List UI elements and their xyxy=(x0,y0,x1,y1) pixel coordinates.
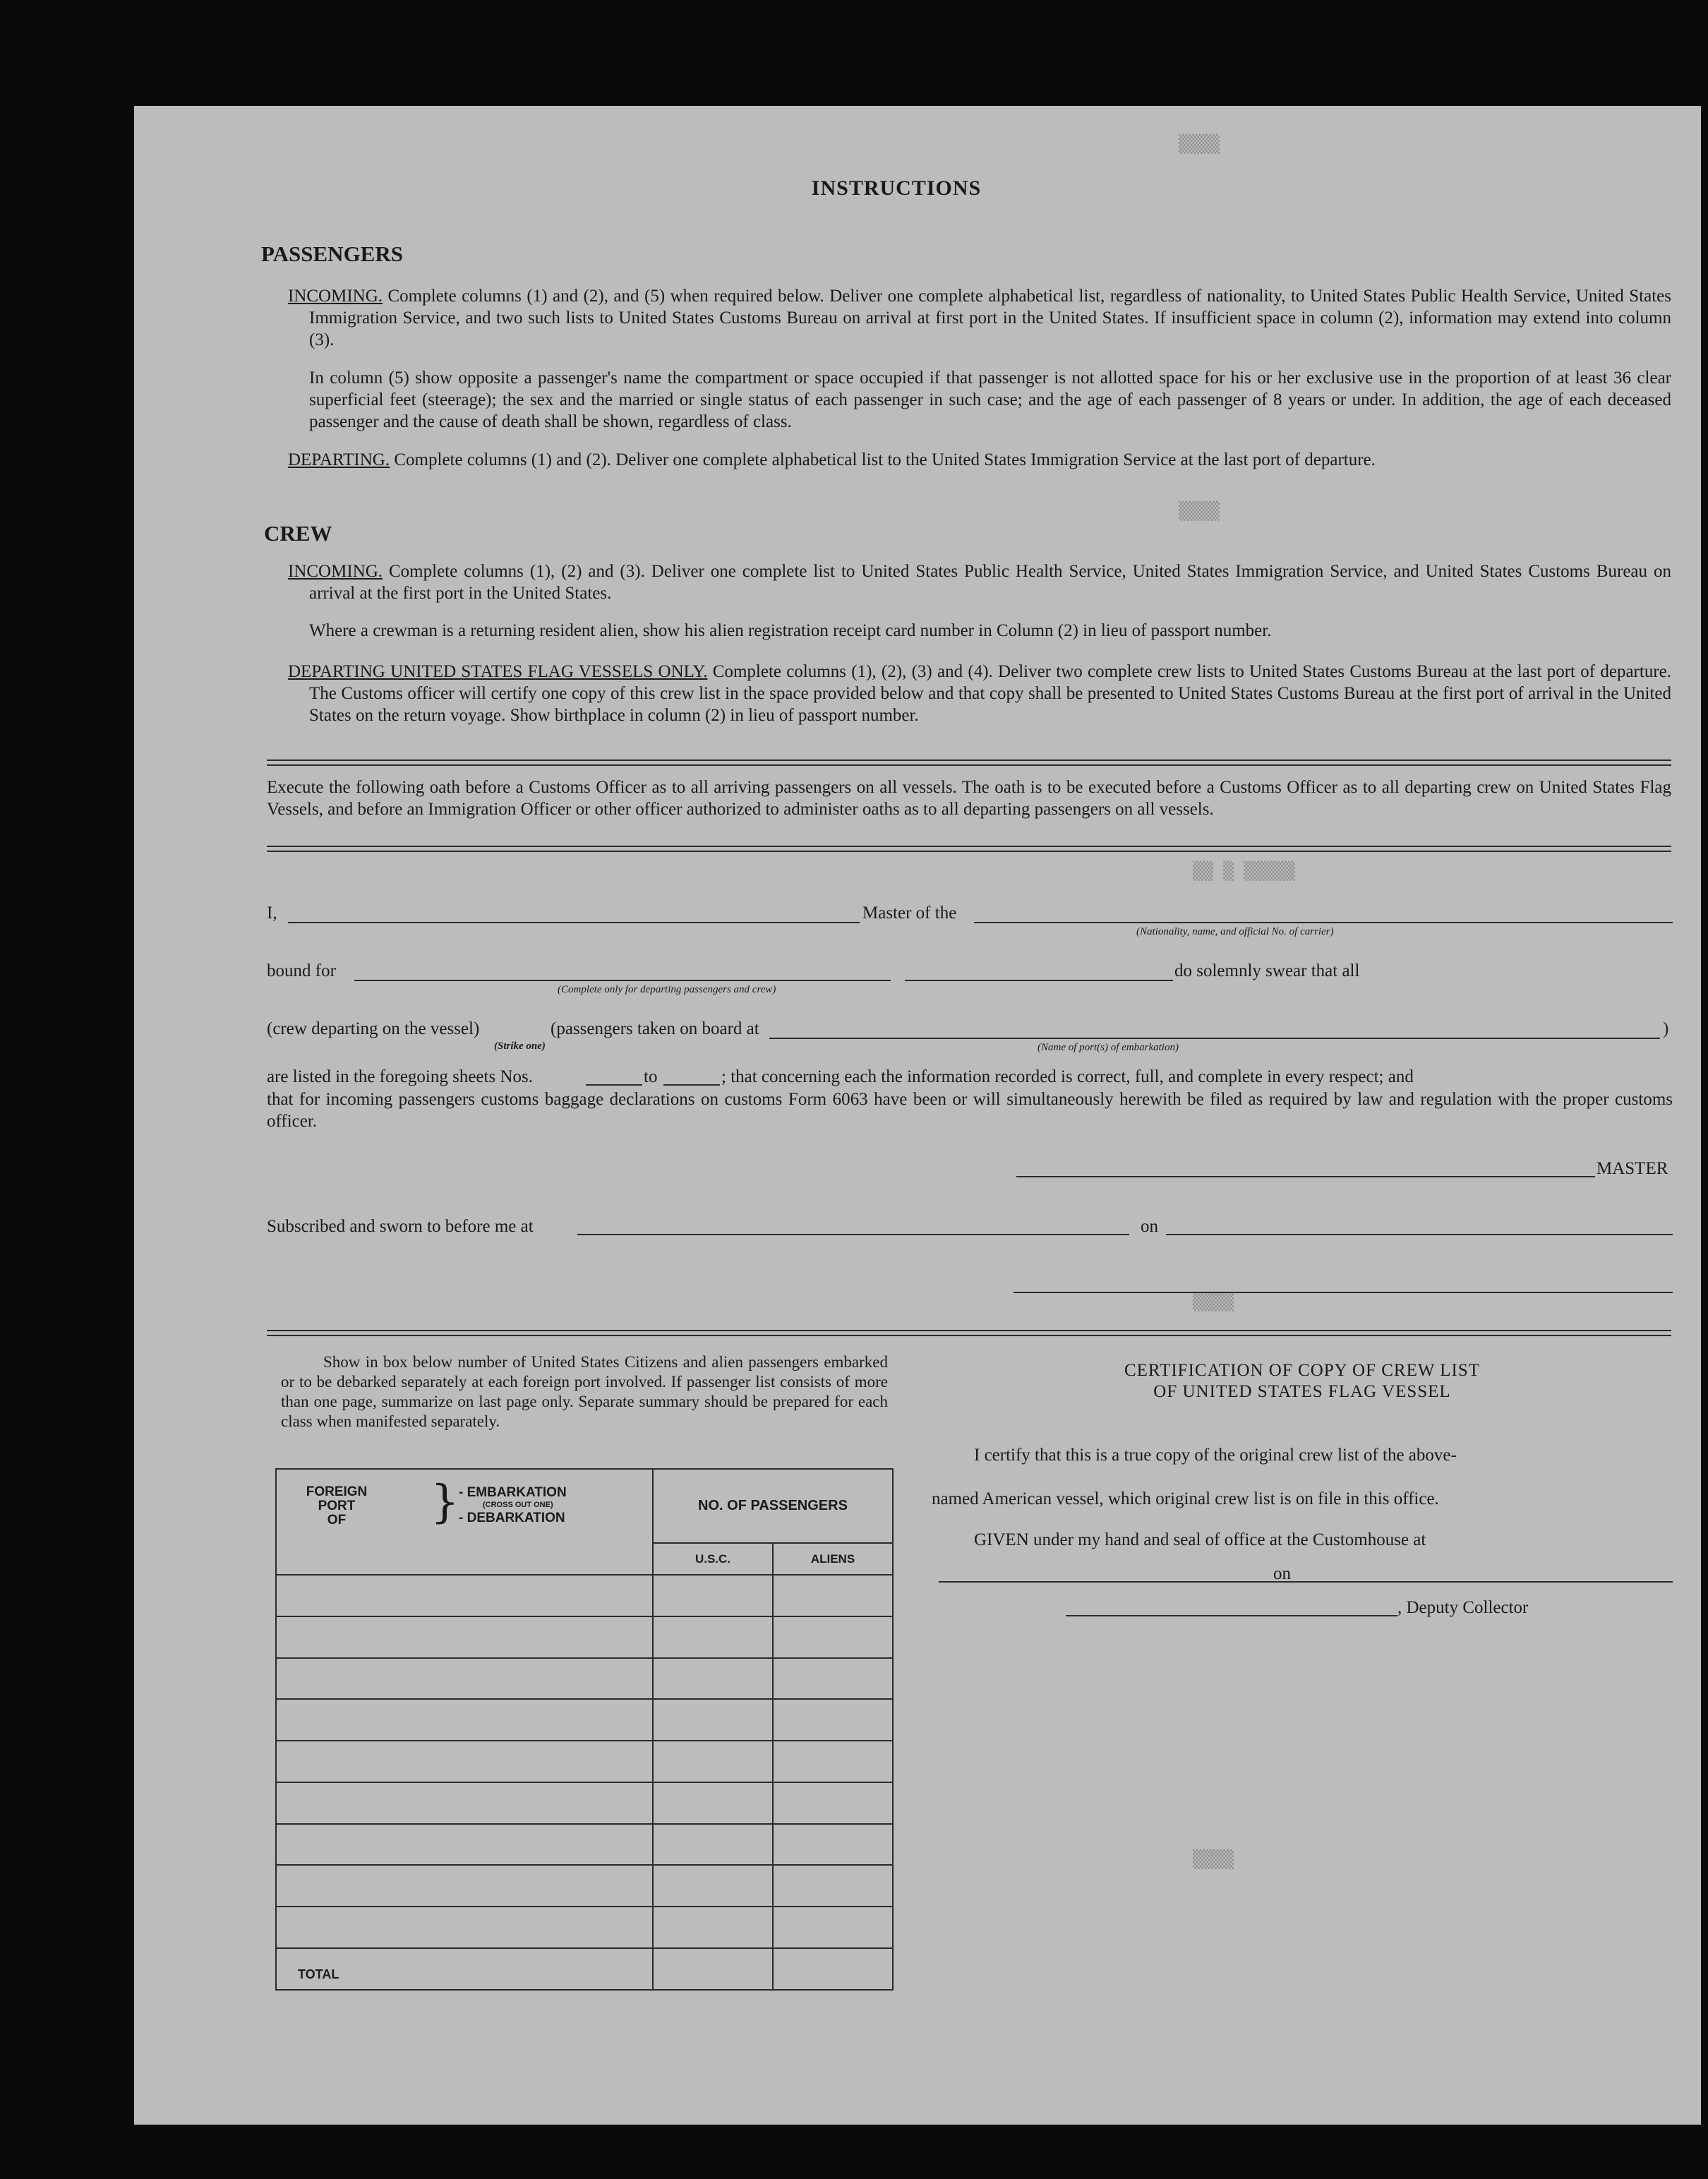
bleed-through-mark: ▒▒▒▒ xyxy=(1179,501,1220,521)
aliens-cell[interactable] xyxy=(773,1782,893,1824)
oath-intro: Execute the following oath before a Customs Officer as to all arriving passengers on all vessels. The oath is to be executed before a Customs Officer as to all departing crew on United States Flag Vessels, and before an Immigration Officer or other officer authorized to administer oaths as to all departing passengers on all vessels. xyxy=(267,778,1671,819)
certification-date-line[interactable] xyxy=(1300,1581,1673,1583)
total-row xyxy=(276,1948,893,1990)
crew-departing-text: Complete columns (1), (2), (3) and (4). Deliver two complete crew lists to United States Customs Bureau at the last port of departure. The Customs officer will certify one copy of this crew list in the space provided below and that copy shall be presented to United States Customs Bureau at the first port of arrival in the United States on the return voyage. Show birthplace in column (2) in lieu of passport number. xyxy=(309,662,1671,725)
bound-for-line[interactable] xyxy=(354,980,891,981)
port-cell[interactable] xyxy=(276,1907,653,1948)
aliens-total-cell[interactable] xyxy=(773,1948,893,1990)
crew-departing-label: DEPARTING UNITED STATES FLAG VESSELS ONLY. xyxy=(288,662,708,681)
port-cell[interactable] xyxy=(276,1865,653,1907)
table-row xyxy=(276,1616,893,1658)
crew-heading: CREW xyxy=(264,521,332,546)
sheet-from-line[interactable] xyxy=(586,1084,642,1086)
passengers-departing-text: Complete columns (1) and (2). Deliver one complete alphabetical list to the United States Immigration Service at the last port of departure. xyxy=(390,450,1376,469)
double-divider xyxy=(267,760,1671,766)
foreign-port-header xyxy=(276,1469,653,1575)
double-divider xyxy=(267,846,1671,852)
port-cell[interactable] xyxy=(276,1824,653,1866)
crew-departing-option: (crew departing on the vessel) xyxy=(267,1019,480,1038)
bound-for-label: bound for xyxy=(267,961,336,980)
aliens-header: ALIENS xyxy=(773,1543,893,1575)
embarkation-port-line[interactable] xyxy=(769,1038,1660,1039)
port-caption: (Name of port(s) of embarkation) xyxy=(1038,1042,1179,1053)
bleed-through-mark: ▒▒▒▒ xyxy=(1179,134,1220,154)
subscribed-date-line[interactable] xyxy=(1166,1234,1673,1235)
passengers-incoming-text: Complete columns (1) and (2), and (5) when required below. Deliver one complete alphabetical list, regardless of nationality, to United States Public Health Service, United States Immigration Service, and two such lists to United States Customs Bureau on arrival at first port in the United States. If insufficient space in column (2), information may extend into column (3). xyxy=(309,287,1671,349)
strike-one-caption: (Strike one) xyxy=(494,1040,546,1052)
double-divider xyxy=(267,1330,1671,1336)
sheet-to-line[interactable] xyxy=(663,1084,720,1086)
aliens-cell[interactable] xyxy=(773,1824,893,1866)
cross-out-caption: (CROSS OUT ONE) xyxy=(483,1501,553,1509)
certify-line-2: named American vessel, which original crew list is on file in this office. xyxy=(932,1489,1439,1508)
master-of-label: Master of the xyxy=(862,904,957,923)
usc-cell[interactable] xyxy=(653,1616,773,1658)
port-cell[interactable] xyxy=(276,1699,653,1741)
listed-statement-rest: that for incoming passengers customs baggage declarations on customs Form 6063 have been or will simultaneously herewith be filed as required by law and regulation with the proper customs officer. xyxy=(267,1090,1673,1131)
bleed-through-mark: ▒▒▒▒ xyxy=(1193,1849,1234,1869)
certification-on-label: on xyxy=(1273,1564,1291,1583)
crew-departing-paragraph xyxy=(288,661,1671,726)
summary-instructions: Show in box below number of United States Citizens and alien passengers embarked or to be debarked separately at each foreign port involved. If passenger list consists of more than one page, summarize on last page only. Separate summary should be prepared for each class when manifested separately. xyxy=(281,1353,888,1430)
aliens-cell[interactable] xyxy=(773,1658,893,1700)
usc-cell[interactable] xyxy=(653,1907,773,1948)
debarkation-label: - DEBARKATION xyxy=(459,1511,565,1525)
deputy-collector-label: , Deputy Collector xyxy=(1397,1598,1529,1617)
passengers-taken-option: (passengers taken on board at xyxy=(551,1019,759,1038)
aliens-cell[interactable] xyxy=(773,1616,893,1658)
usc-total-cell[interactable] xyxy=(653,1948,773,1990)
subscribed-place-line[interactable] xyxy=(577,1234,1129,1235)
passengers-incoming-label: INCOMING. xyxy=(288,287,383,306)
close-paren: ) xyxy=(1663,1019,1669,1038)
aliens-cell[interactable] xyxy=(773,1575,893,1616)
usc-cell[interactable] xyxy=(653,1699,773,1741)
table-row xyxy=(276,1907,893,1948)
aliens-cell[interactable] xyxy=(773,1699,893,1741)
oath-i-label: I, xyxy=(267,904,277,923)
table-row xyxy=(276,1741,893,1782)
foreign-port-label: FOREIGN PORT OF xyxy=(306,1484,368,1527)
crew-incoming-label: INCOMING. xyxy=(288,562,383,581)
master-name-line[interactable] xyxy=(288,922,860,923)
aliens-cell[interactable] xyxy=(773,1741,893,1782)
table-row xyxy=(276,1824,893,1866)
listed-statement: ; that concerning each the information recorded is correct, full, and complete in every respect; and xyxy=(721,1067,1414,1086)
usc-cell[interactable] xyxy=(653,1658,773,1700)
subscribed-label: Subscribed and sworn to before me at xyxy=(267,1217,534,1236)
table-row xyxy=(276,1658,893,1700)
page-title: INSTRUCTIONS xyxy=(811,176,982,200)
certification-heading-2: OF UNITED STATES FLAG VESSEL xyxy=(1153,1382,1451,1401)
bound-for-line-2[interactable] xyxy=(905,980,1173,981)
passengers-column5-paragraph: In column (5) show opposite a passenger's name the compartment or space occupied if that passenger is not allotted space for his or her exclusive use in the proportion of at least 36 clear superficial feet (steerage); the sex and the married or single status of each passenger in such case; and the age of each passenger of 8 years or under. In addition, the age of each deceased passenger and the cause of death shall be shown, regardless of class. xyxy=(309,368,1671,431)
usc-cell[interactable] xyxy=(653,1741,773,1782)
swear-text: do solemnly swear that all xyxy=(1174,961,1360,980)
master-label: MASTER xyxy=(1596,1159,1668,1178)
port-cell[interactable] xyxy=(276,1741,653,1782)
aliens-cell[interactable] xyxy=(773,1907,893,1948)
table-row xyxy=(276,1575,893,1616)
bound-caption: (Complete only for departing passengers and crew) xyxy=(558,984,776,995)
carrier-line[interactable] xyxy=(974,922,1673,923)
crew-incoming-paragraph xyxy=(288,560,1671,604)
table-row xyxy=(276,1699,893,1741)
total-label: TOTAL xyxy=(276,1948,653,1990)
table-row xyxy=(276,1865,893,1907)
port-cell[interactable] xyxy=(276,1575,653,1616)
certification-heading-1: CERTIFICATION OF COPY OF CREW LIST xyxy=(1124,1361,1481,1380)
embarkation-label: - EMBARKATION xyxy=(459,1485,567,1500)
summary-table xyxy=(275,1468,894,1991)
passengers-departing-paragraph xyxy=(288,449,1671,471)
bleed-through-mark: ▒▒ ▒ ▒▒▒▒▒ xyxy=(1193,861,1295,881)
port-cell[interactable] xyxy=(276,1782,653,1824)
no-of-passengers-header: NO. OF PASSENGERS xyxy=(653,1469,893,1543)
deputy-signature-line[interactable] xyxy=(1066,1615,1397,1616)
passengers-departing-label: DEPARTING. xyxy=(288,450,390,469)
listed-to-label: to xyxy=(644,1067,658,1086)
usc-cell[interactable] xyxy=(653,1824,773,1866)
aliens-cell[interactable] xyxy=(773,1865,893,1907)
nationality-caption: (Nationality, name, and official No. of carrier) xyxy=(1136,926,1334,937)
usc-cell[interactable] xyxy=(653,1575,773,1616)
crew-incoming-text: Complete columns (1), (2) and (3). Deliver one complete list to United States Public Health Service, United States Immigration Service, and United States Customs Bureau on arrival at the first port in the United States. xyxy=(309,562,1671,603)
passengers-heading: PASSENGERS xyxy=(261,241,403,266)
port-cell[interactable] xyxy=(276,1616,653,1658)
port-cell[interactable] xyxy=(276,1658,653,1700)
master-signature-line[interactable] xyxy=(1016,1176,1595,1177)
form-page xyxy=(134,106,1701,2125)
officer-signature-line[interactable] xyxy=(1014,1292,1673,1293)
summary-table-header-row xyxy=(276,1469,893,1543)
certify-line-1: I certify that this is a true copy of the original crew list of the above- xyxy=(974,1446,1457,1465)
usc-cell[interactable] xyxy=(653,1865,773,1907)
usc-cell[interactable] xyxy=(653,1782,773,1824)
usc-header: U.S.C. xyxy=(653,1543,773,1575)
crew-alien-paragraph: Where a crewman is a returning resident alien, show his alien registration receipt card number in Column (2) in lieu of passport number. xyxy=(309,621,1272,640)
listed-sheets-label: are listed in the foregoing sheets Nos. xyxy=(267,1067,533,1086)
table-row xyxy=(276,1782,893,1824)
brace-icon: } xyxy=(431,1476,459,1528)
passengers-incoming-paragraph xyxy=(288,285,1671,351)
given-under-hand: GIVEN under my hand and seal of office at the Customhouse at xyxy=(974,1530,1426,1549)
bleed-through-mark: ▒▒▒▒ xyxy=(1193,1292,1234,1311)
subscribed-on-label: on xyxy=(1141,1217,1158,1236)
